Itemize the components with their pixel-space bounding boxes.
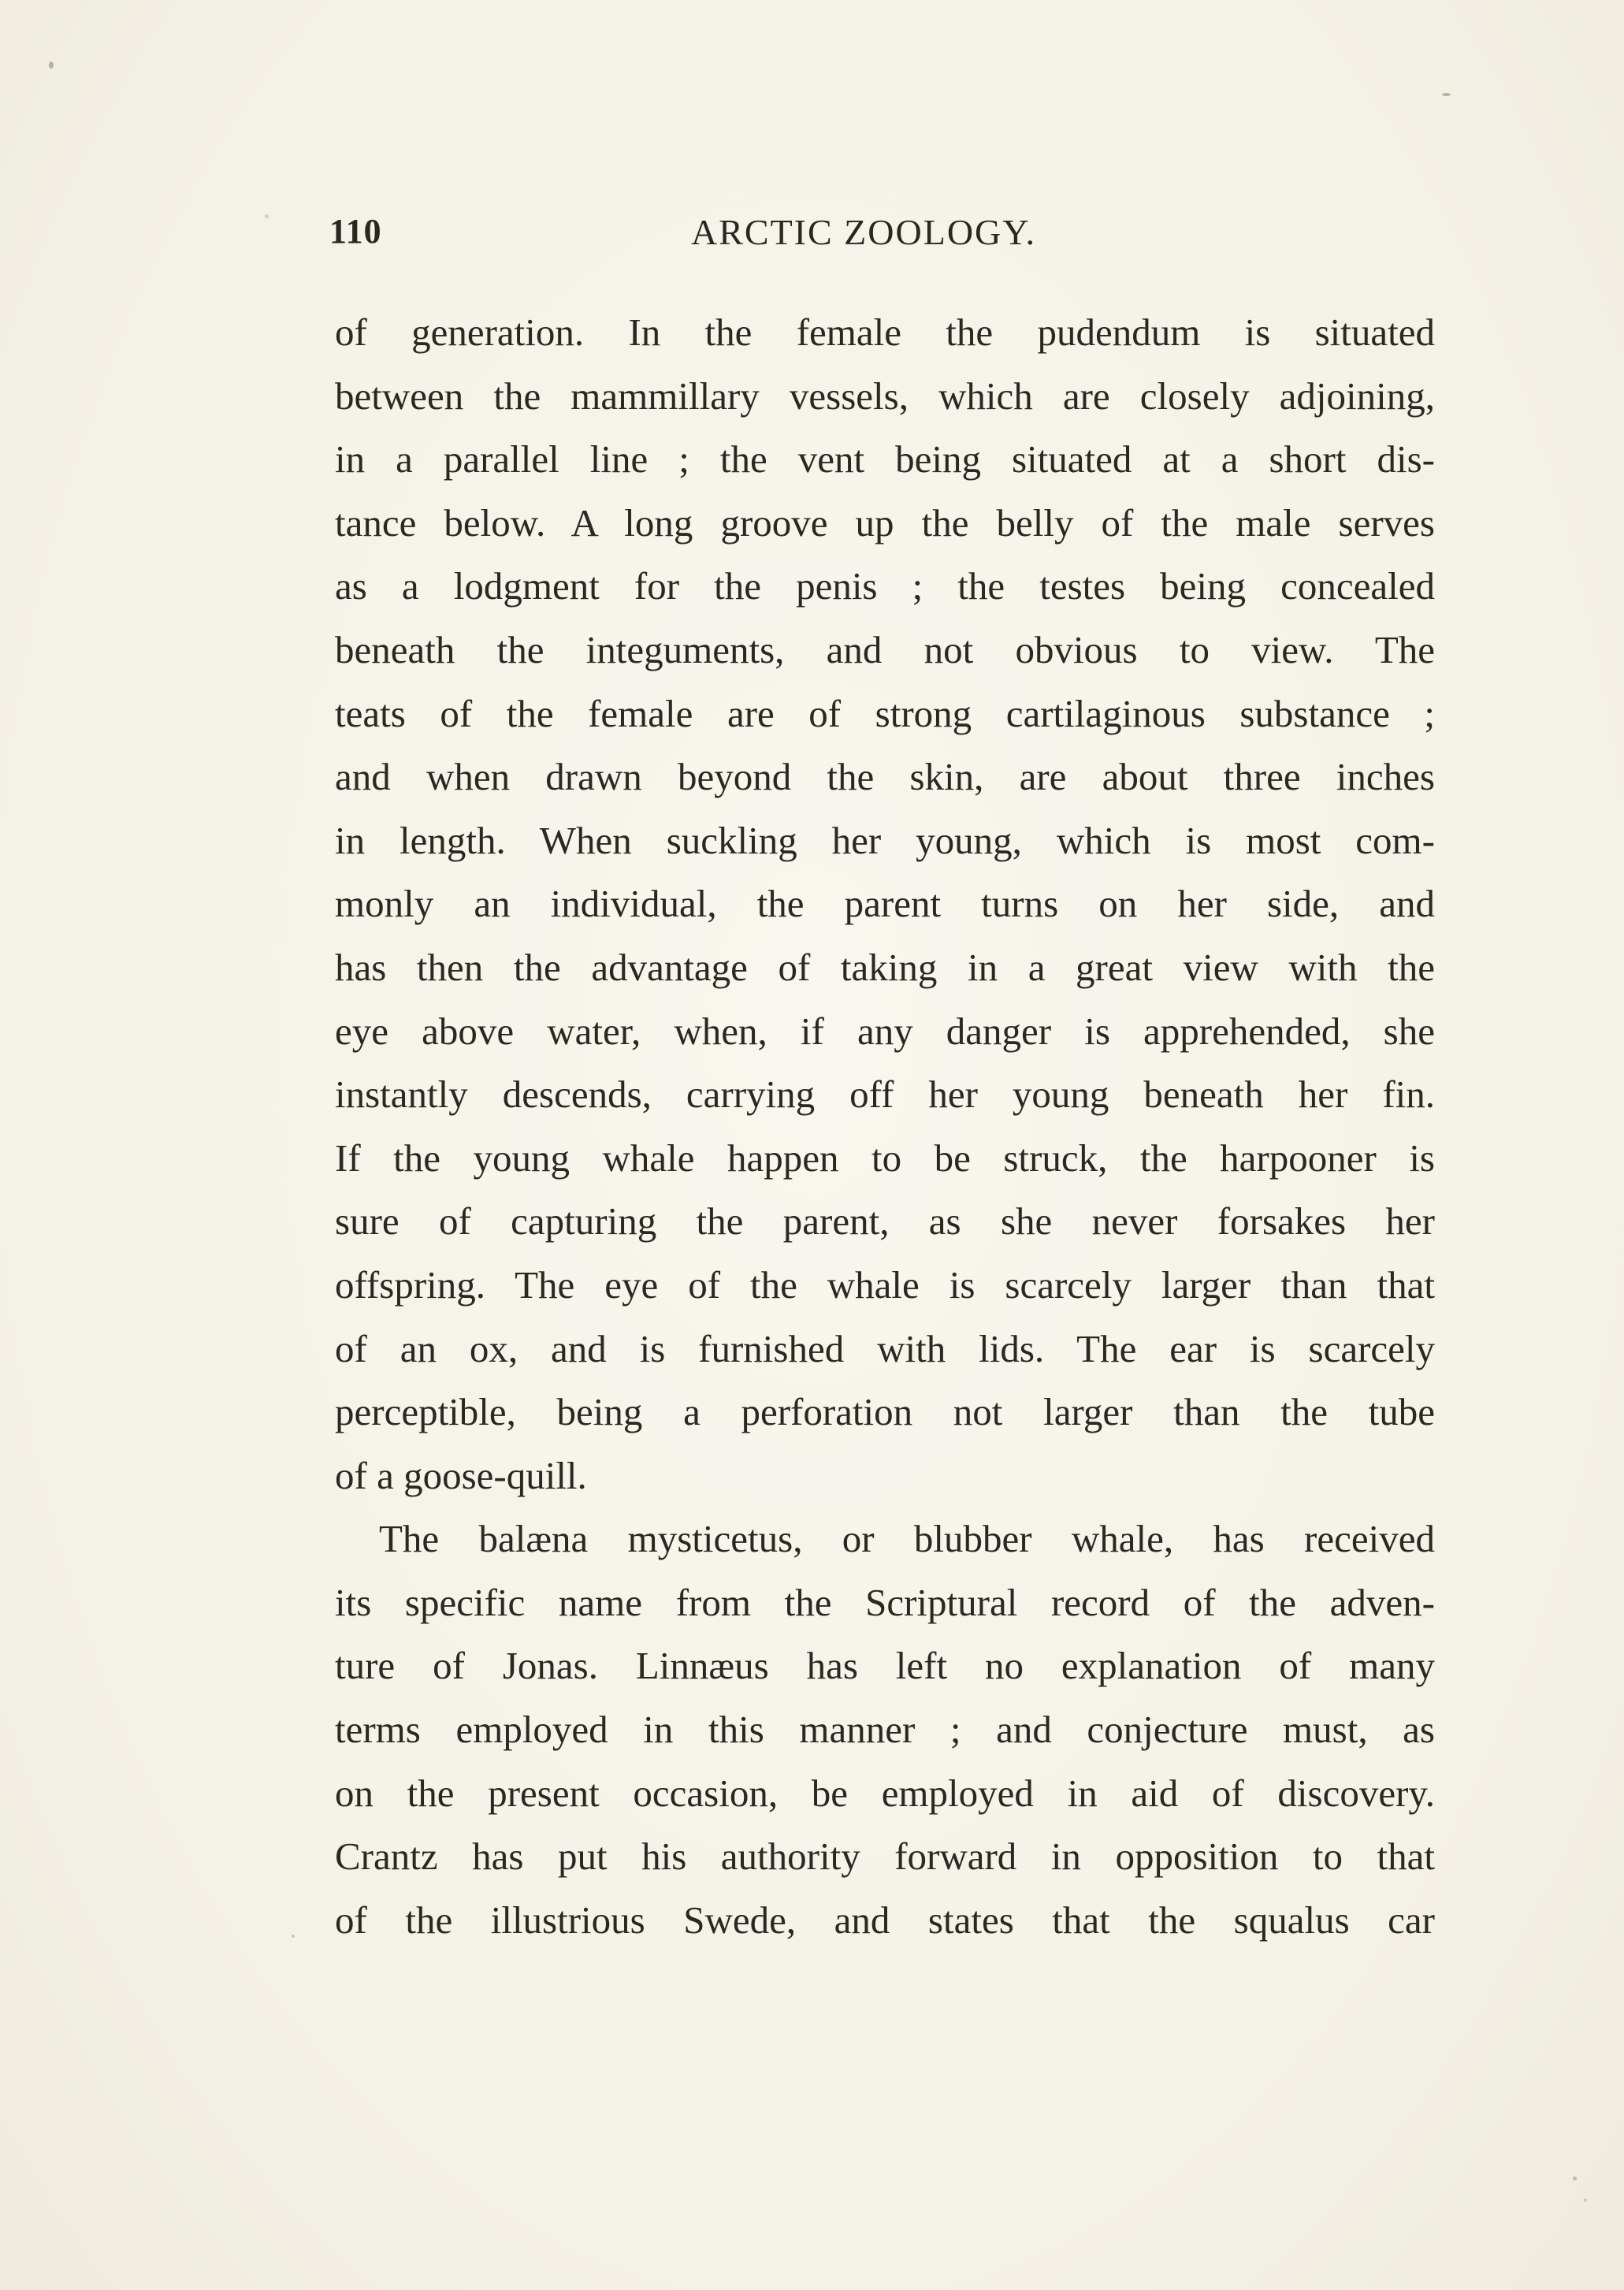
text-line: beneath the integuments, and not obvious to view. The bbox=[335, 627, 1435, 671]
text-line: on the present occasion, be employed in aid of discovery. bbox=[335, 1771, 1435, 1815]
paper-speck bbox=[292, 1935, 295, 1938]
text-line: If the young whale happen to be struck, the harpooner is bbox=[335, 1136, 1435, 1180]
text-line: of generation. In the female the pudendum is situated bbox=[335, 310, 1435, 354]
text-line: has then the advantage of taking in a great view with the bbox=[335, 945, 1435, 989]
text-line: as a lodgment for the penis ; the testes being concealed bbox=[335, 564, 1435, 608]
text-line: of the illustrious Swede, and states that the squalus car bbox=[335, 1898, 1435, 1942]
running-head: ARCTIC ZOOLOGY. bbox=[691, 212, 1037, 252]
text-line: eye above water, when, if any danger is apprehended, she bbox=[335, 1009, 1435, 1053]
body-text bbox=[335, 301, 1435, 1956]
text-line: ture of Jonas. Linnæus has left no explanation of many bbox=[335, 1644, 1435, 1688]
text-line: in length. When suckling her young, which is most com- bbox=[335, 818, 1435, 862]
text-line: in a parallel line ; the vent being situated at a short dis- bbox=[335, 437, 1435, 481]
paper-speck bbox=[1573, 2177, 1577, 2180]
paper-speck bbox=[265, 214, 269, 218]
paper-speck bbox=[49, 61, 54, 69]
text-line: offspring. The eye of the whale is scarcely larger than that bbox=[335, 1262, 1435, 1307]
text-line: and when drawn beyond the skin, are about three inches bbox=[335, 755, 1435, 799]
text-line: between the mammillary vessels, which are closely adjoining, bbox=[335, 374, 1435, 418]
text-line: terms employed in this manner ; and conjecture must, as bbox=[335, 1708, 1435, 1752]
text-line: sure of capturing the parent, as she never forsakes her bbox=[335, 1199, 1435, 1244]
text-line: Crantz has put his authority forward in opposition to that bbox=[335, 1835, 1435, 1879]
paragraph-start-line: The balæna mysticetus, or blubber whale, has received bbox=[379, 1517, 1435, 1561]
page-number: 110 bbox=[329, 212, 382, 251]
text-line: tance below. A long groove up the belly of the male serves bbox=[335, 500, 1435, 545]
paper-speck bbox=[1584, 2199, 1587, 2202]
text-line: instantly descends, carrying off her young beneath her fin. bbox=[335, 1073, 1435, 1117]
text-line: its specific name from the Scriptural record of the adven- bbox=[335, 1580, 1435, 1624]
paper-speck bbox=[1442, 93, 1451, 96]
text-line: perceptible, being a perforation not larger than the tube bbox=[335, 1390, 1435, 1434]
text-line: monly an individual, the parent turns on her side, and bbox=[335, 882, 1435, 926]
page-header bbox=[329, 211, 1433, 266]
text-line: of an ox, and is furnished with lids. The ear is scarcely bbox=[335, 1326, 1435, 1370]
text-line: of a goose-quill. bbox=[335, 1453, 587, 1497]
text-line: teats of the female are of strong cartilaginous substance ; bbox=[335, 691, 1435, 735]
